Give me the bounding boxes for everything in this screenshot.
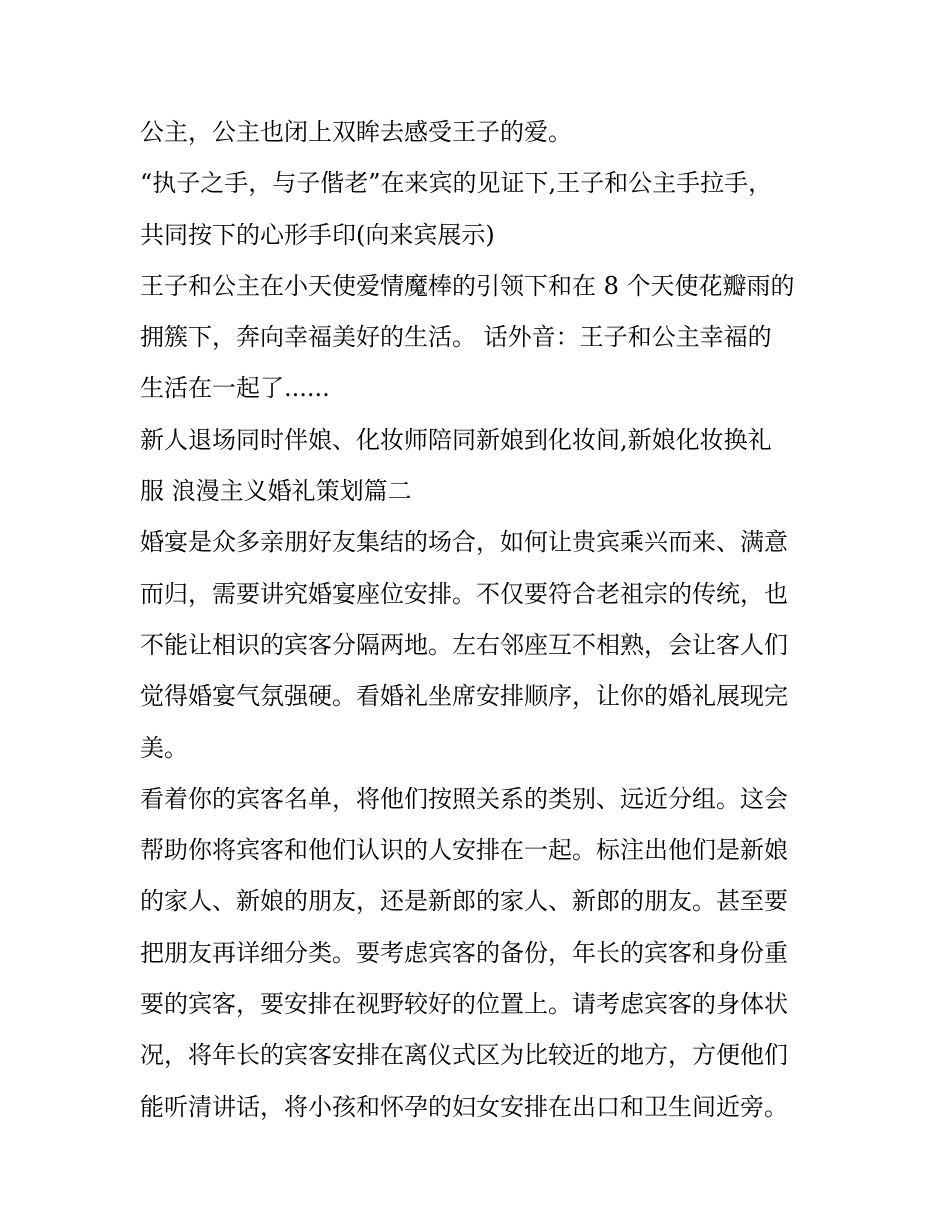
text-line: 的家人、新娘的朋友，还是新郎的家人、新郎的朋友。甚至要 [140, 887, 788, 916]
text-line: 帮助你将宾客和他们认识的人安排在一起。标注出他们是新娘 [140, 836, 788, 865]
text-line: 要的宾客，要安排在视野较好的位置上。请考虑宾客的身体状 [140, 990, 788, 1019]
text-line: 服 浪漫主义婚礼策划篇二 [140, 477, 412, 506]
text-line: 拥簇下，奔向幸福美好的生活。 话外音：王子和公主幸福的 [140, 323, 772, 352]
text-line: 觉得婚宴气氛强硬。看婚礼坐席安排顺序，让你的婚礼展现完 [140, 682, 788, 711]
text-line: 新人退场同时伴娘、化妆师陪同新娘到化妆间,新娘化妆换礼 [140, 425, 772, 454]
text-line: 而归，需要讲究婚宴座位安排。不仅要符合老祖宗的传统，也 [140, 579, 788, 608]
text-line: 公主，公主也闭上双眸去感受王子的爱。 [140, 118, 572, 146]
text-line: 况，将年长的宾客安排在离仪式区为比较近的地方，方便他们 [140, 1041, 788, 1070]
text-line: 不能让相识的宾客分隔两地。左右邻座互不相熟，会让客人们 [140, 630, 788, 659]
text-line: “执子之手，与子偕老”在来宾的见证下,王子和公主手拉手， [140, 169, 773, 198]
text-line: 能听清讲话，将小孩和怀孕的妇女安排在出口和卫生间近旁。 [140, 1092, 788, 1121]
text-line: 生活在一起了...... [140, 374, 330, 403]
text-line: 婚宴是众多亲朋好友集结的场合，如何让贵宾乘兴而来、满意 [140, 528, 788, 557]
text-line: 共同按下的心形手印(向来宾展示) [140, 220, 495, 249]
text-line: 王子和公主在小天使爱情魔棒的引领下和在 8 个天使花瓣雨的 [140, 271, 795, 300]
text-line: 看着你的宾客名单，将他们按照关系的类别、远近分组。这会 [140, 784, 788, 813]
document-body [140, 107, 820, 1133]
text-line: 美。 [140, 733, 188, 762]
text-line: 把朋友再详细分类。要考虑宾客的备份，年长的宾客和身份重 [140, 938, 788, 967]
